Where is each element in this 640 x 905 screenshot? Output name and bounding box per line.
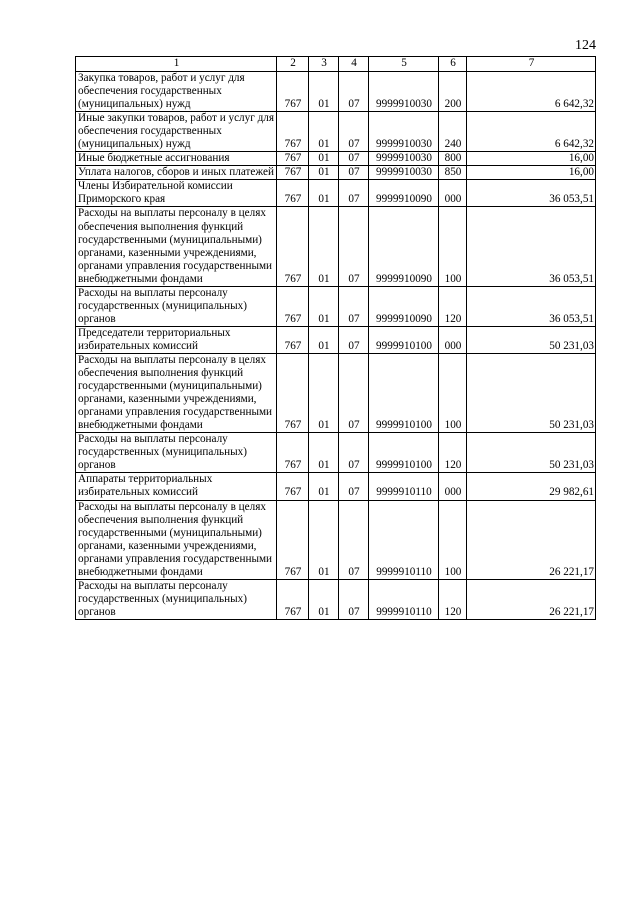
table-row (76, 500, 596, 579)
row-subsection-cell: 07 (339, 286, 369, 326)
header-cell: 5 (369, 57, 439, 72)
row-name-cell: Расходы на выплаты персоналу государственных (муниципальных) органов (76, 286, 277, 326)
row-amount-cell: 26 221,17 (467, 579, 596, 619)
row-expense-type-cell: 120 (439, 286, 467, 326)
row-ved-cell: 767 (277, 473, 309, 500)
row-section-cell: 01 (309, 433, 339, 473)
header-cell: 2 (277, 57, 309, 72)
row-expense-type-cell: 000 (439, 473, 467, 500)
row-target-code-cell: 9999910100 (369, 353, 439, 432)
row-target-code-cell: 9999910030 (369, 112, 439, 152)
table-row (76, 433, 596, 473)
table-row (76, 579, 596, 619)
row-amount-cell: 16,00 (467, 152, 596, 166)
row-subsection-cell: 07 (339, 433, 369, 473)
row-expense-type-cell: 000 (439, 180, 467, 207)
row-amount-cell: 16,00 (467, 166, 596, 180)
row-subsection-cell: 07 (339, 166, 369, 180)
row-target-code-cell: 9999910090 (369, 207, 439, 286)
row-section-cell: 01 (309, 166, 339, 180)
row-target-code-cell: 9999910100 (369, 326, 439, 353)
row-target-code-cell: 9999910030 (369, 166, 439, 180)
row-section-cell: 01 (309, 112, 339, 152)
row-expense-type-cell: 200 (439, 72, 467, 112)
row-name-cell: Расходы на выплаты персоналу в целях обеспечения выполнения функций государственными (муниципальными) органами, казенными учреждениями, органами управления государственными внебюджетными фондами (76, 500, 277, 579)
row-amount-cell: 26 221,17 (467, 500, 596, 579)
row-target-code-cell: 9999910110 (369, 473, 439, 500)
row-section-cell: 01 (309, 353, 339, 432)
row-amount-cell: 50 231,03 (467, 326, 596, 353)
budget-table (75, 56, 596, 620)
row-name-cell: Расходы на выплаты персоналу в целях обеспечения выполнения функций государственными (муниципальными) органами, казенными учреждениями, органами управления государственными внебюджетными фондами (76, 207, 277, 286)
row-expense-type-cell: 120 (439, 433, 467, 473)
row-section-cell: 01 (309, 286, 339, 326)
row-name-cell: Председатели территориальных избирательных комиссий (76, 326, 277, 353)
row-subsection-cell: 07 (339, 152, 369, 166)
row-ved-cell: 767 (277, 180, 309, 207)
row-amount-cell: 36 053,51 (467, 286, 596, 326)
row-amount-cell: 6 642,32 (467, 112, 596, 152)
row-name-cell: Закупка товаров, работ и услуг для обеспечения государственных (муниципальных) нужд (76, 72, 277, 112)
table-row (76, 152, 596, 166)
row-subsection-cell: 07 (339, 579, 369, 619)
row-section-cell: 01 (309, 473, 339, 500)
row-target-code-cell: 9999910090 (369, 286, 439, 326)
row-amount-cell: 36 053,51 (467, 207, 596, 286)
row-amount-cell: 36 053,51 (467, 180, 596, 207)
row-ved-cell: 767 (277, 579, 309, 619)
row-amount-cell: 50 231,03 (467, 433, 596, 473)
row-expense-type-cell: 850 (439, 166, 467, 180)
row-name-cell: Иные закупки товаров, работ и услуг для обеспечения государственных (муниципальных) нужд (76, 112, 277, 152)
table-row (76, 326, 596, 353)
row-amount-cell: 50 231,03 (467, 353, 596, 432)
table-row (76, 286, 596, 326)
header-cell: 7 (467, 57, 596, 72)
row-section-cell: 01 (309, 207, 339, 286)
row-ved-cell: 767 (277, 286, 309, 326)
row-ved-cell: 767 (277, 72, 309, 112)
row-expense-type-cell: 100 (439, 353, 467, 432)
row-name-cell: Аппараты территориальных избирательных комиссий (76, 473, 277, 500)
row-ved-cell: 767 (277, 353, 309, 432)
header-cell: 6 (439, 57, 467, 72)
row-amount-cell: 6 642,32 (467, 72, 596, 112)
header-cell: 4 (339, 57, 369, 72)
row-subsection-cell: 07 (339, 473, 369, 500)
row-expense-type-cell: 100 (439, 500, 467, 579)
row-section-cell: 01 (309, 180, 339, 207)
row-target-code-cell: 9999910030 (369, 72, 439, 112)
row-section-cell: 01 (309, 326, 339, 353)
row-ved-cell: 767 (277, 326, 309, 353)
row-subsection-cell: 07 (339, 207, 369, 286)
header-cell: 3 (309, 57, 339, 72)
row-target-code-cell: 9999910100 (369, 433, 439, 473)
row-subsection-cell: 07 (339, 326, 369, 353)
row-subsection-cell: 07 (339, 180, 369, 207)
table-row (76, 473, 596, 500)
row-ved-cell: 767 (277, 500, 309, 579)
row-subsection-cell: 07 (339, 72, 369, 112)
row-expense-type-cell: 120 (439, 579, 467, 619)
row-ved-cell: 767 (277, 207, 309, 286)
table-row (76, 166, 596, 180)
row-ved-cell: 767 (277, 112, 309, 152)
table-row (76, 353, 596, 432)
row-name-cell: Расходы на выплаты персоналу в целях обеспечения выполнения функций государственными (муниципальными) органами, казенными учреждениями, органами управления государственными внебюджетными фондами (76, 353, 277, 432)
header-cell: 1 (76, 57, 277, 72)
page-number: 124 (575, 38, 596, 53)
row-target-code-cell: 9999910110 (369, 579, 439, 619)
row-subsection-cell: 07 (339, 112, 369, 152)
row-expense-type-cell: 000 (439, 326, 467, 353)
row-name-cell: Расходы на выплаты персоналу государственных (муниципальных) органов (76, 579, 277, 619)
row-name-cell: Уплата налогов, сборов и иных платежей (76, 166, 277, 180)
row-ved-cell: 767 (277, 152, 309, 166)
row-subsection-cell: 07 (339, 353, 369, 432)
row-ved-cell: 767 (277, 433, 309, 473)
row-section-cell: 01 (309, 500, 339, 579)
row-section-cell: 01 (309, 72, 339, 112)
table-row (76, 180, 596, 207)
row-section-cell: 01 (309, 152, 339, 166)
table-row (76, 112, 596, 152)
row-name-cell: Иные бюджетные ассигнования (76, 152, 277, 166)
row-expense-type-cell: 800 (439, 152, 467, 166)
row-subsection-cell: 07 (339, 500, 369, 579)
row-ved-cell: 767 (277, 166, 309, 180)
row-expense-type-cell: 240 (439, 112, 467, 152)
table-row (76, 72, 596, 112)
row-name-cell: Члены Избирательной комиссии Приморского края (76, 180, 277, 207)
row-target-code-cell: 9999910030 (369, 152, 439, 166)
row-section-cell: 01 (309, 579, 339, 619)
row-name-cell: Расходы на выплаты персоналу государственных (муниципальных) органов (76, 433, 277, 473)
table-header-row (76, 57, 596, 72)
row-target-code-cell: 9999910110 (369, 500, 439, 579)
table-row (76, 207, 596, 286)
row-amount-cell: 29 982,61 (467, 473, 596, 500)
row-expense-type-cell: 100 (439, 207, 467, 286)
row-target-code-cell: 9999910090 (369, 180, 439, 207)
